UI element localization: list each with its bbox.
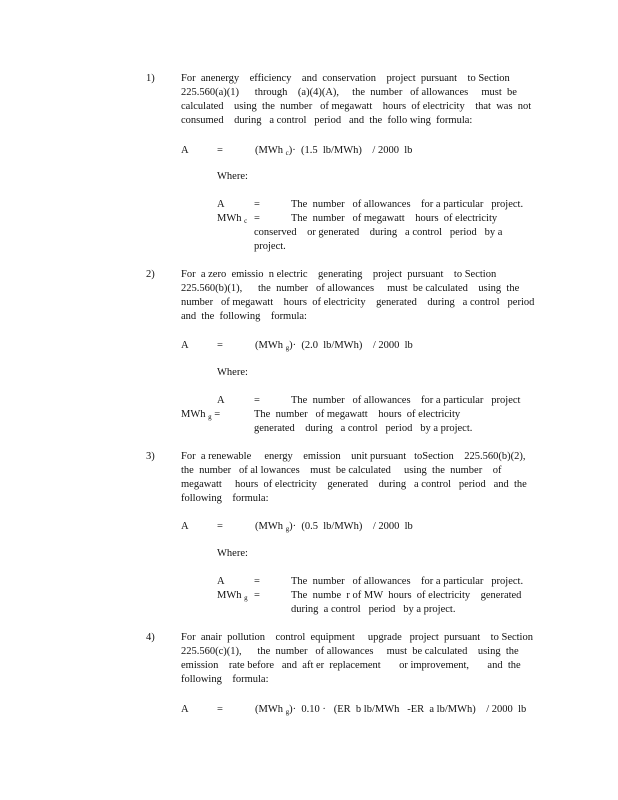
item-text-line: For anair pollution control equipment upgrade project pursuant to Section <box>181 632 533 643</box>
where-label: Where: <box>217 367 248 378</box>
item-text-line: For a zero emissio n electric generating project pursuant to Section <box>181 269 497 280</box>
formula-expression: (MWh $_c$)· (1.5 lb/MWh) / 2000 lb <box>255 145 413 157</box>
where-label: Where: <box>217 548 248 559</box>
item-number: 2) <box>146 269 155 280</box>
item-text-line: 225.560(a)(1) through (a)(4)(A), the number of allowances must be <box>181 87 517 98</box>
definition-text: during a control period by a project. <box>291 604 456 615</box>
definition-symbol: MWh $_c$ <box>217 213 248 225</box>
definition-text: The number of megawatt hours of electricity <box>291 213 498 224</box>
formula-equals: = <box>217 704 223 715</box>
item-text-line: calculated using the number of megawatt hours of electricity that was not <box>181 101 532 112</box>
definition-equals: = <box>254 576 260 587</box>
definition-symbol: A <box>217 395 225 406</box>
formula-expression: (MWh $_g$)· (0.5 lb/MWh) / 2000 lb <box>255 521 413 533</box>
formula-equals: = <box>217 340 223 351</box>
formula-expression: (MWh $_g$)· 0.10 · (ER b lb/MWh -ER a lb/MWh) / 2000 lb <box>255 704 527 716</box>
item-text-line: 225.560(c)(1), the number of allowances must be calculated using the <box>181 646 519 657</box>
item-number: 3) <box>146 451 155 462</box>
formula-equals: = <box>217 521 223 532</box>
definition-equals: = <box>254 590 260 601</box>
formula-lhs: A <box>181 521 189 532</box>
item-text-line: megawatt hours of electricity generated during a control period and the <box>181 479 527 490</box>
definition-text: The number of allowances for a particular project. <box>291 199 524 210</box>
definition-text: project. <box>254 241 286 252</box>
formula-equals: = <box>217 145 223 156</box>
formula-lhs: A <box>181 704 189 715</box>
definition-text: conserved or generated during a control period by a <box>254 227 503 238</box>
item-text-line: For anenergy efficiency and conservation project pursuant to Section <box>181 73 510 84</box>
formula-expression: (MWh $_g$)· (2.0 lb/MWh) / 2000 lb <box>255 340 413 352</box>
definition-symbol: MWh $_g$ = <box>181 409 221 421</box>
definition-text: The numbe r of MW hours of electricity generated <box>291 590 522 601</box>
item-text-line: following formula: <box>181 674 269 685</box>
definition-equals: = <box>254 199 260 210</box>
item-text-line: consumed during a control period and the follo wing formula: <box>181 115 473 126</box>
definition-symbol: A <box>217 576 225 587</box>
item-text-line: the number of al lowances must be calculated using the number of <box>181 465 502 476</box>
definition-text: The number of allowances for a particular project <box>291 395 521 406</box>
formula-lhs: A <box>181 145 189 156</box>
definition-symbol: MWh $_g$ <box>217 590 248 602</box>
item-text-line: 225.560(b)(1), the number of allowances must be calculated using the <box>181 283 520 294</box>
item-text-line: For a renewable energy emission unit pursuant toSection 225.560(b)(2), <box>181 451 526 462</box>
definition-text: The number of allowances for a particular project. <box>291 576 524 587</box>
item-text-line: emission rate before and aft er replacement or improvement, and the <box>181 660 521 671</box>
definition-symbol: A <box>217 199 225 210</box>
item-number: 4) <box>146 632 155 643</box>
definition-equals: = <box>254 213 260 224</box>
definition-equals: = <box>254 395 260 406</box>
item-text-line: number of megawatt hours of electricity generated during a control period <box>181 297 535 308</box>
where-label: Where: <box>217 171 248 182</box>
definition-text: generated during a control period by a project. <box>254 423 473 434</box>
item-text-line: and the following formula: <box>181 311 307 322</box>
item-text-line: following formula: <box>181 493 269 504</box>
formula-lhs: A <box>181 340 189 351</box>
item-number: 1) <box>146 73 155 84</box>
definition-text: The number of megawatt hours of electricity <box>254 409 461 420</box>
